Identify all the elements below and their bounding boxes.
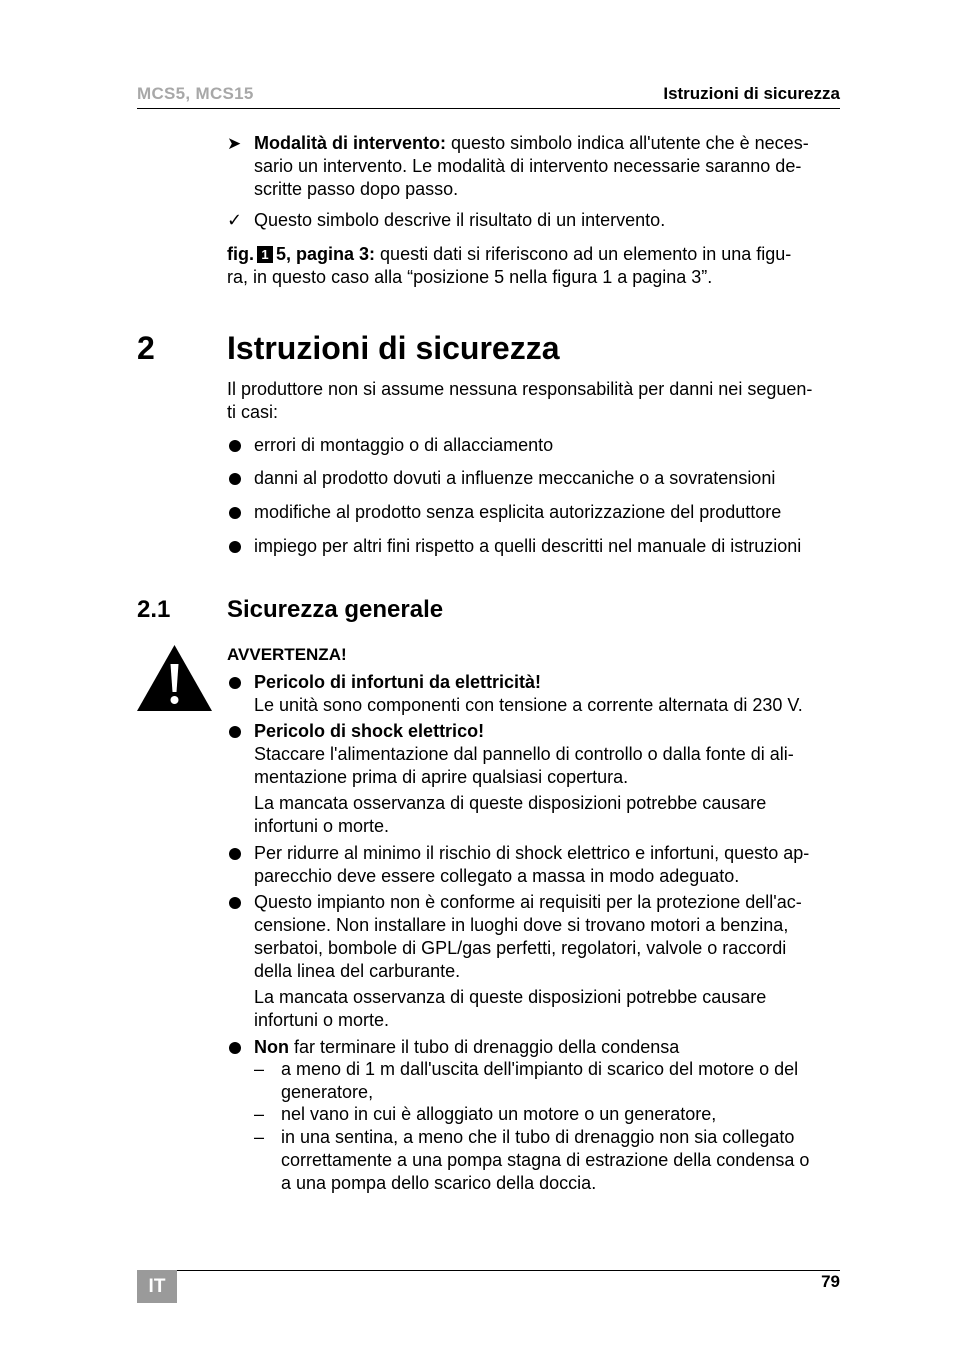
- list-item: impiego per altri fini rispetto a quelli descritti nel manuale di istruzioni: [254, 536, 802, 556]
- sub-list-text: a una pompa dello scarico della doccia.: [281, 1173, 597, 1193]
- action-text-line: scritte passo dopo passo.: [254, 179, 459, 199]
- bullet-icon: [229, 677, 241, 689]
- sub-list-text: generatore,: [281, 1082, 374, 1102]
- page-number: 79: [821, 1272, 840, 1291]
- sub-list-text: in una sentina, a meno che il tubo di drenaggio non sia collegato: [281, 1127, 795, 1147]
- subsection-title: Sicurezza generale: [227, 596, 444, 623]
- action-text-line: sario un intervento. Le modalità di intervento necessarie saranno de-: [254, 156, 802, 176]
- bullet-icon: [229, 440, 241, 452]
- warning-note: [254, 986, 842, 1032]
- intro-line: ti casi:: [227, 402, 279, 422]
- warning-item-text: mentazione prima di aprire qualsiasi copertura.: [254, 767, 629, 787]
- section-intro: [227, 378, 841, 424]
- warning-item-emphasis: Non: [254, 1037, 289, 1057]
- bullet-icon: [229, 1042, 241, 1054]
- action-text-line: questo simbolo indica all'utente che è neces-: [451, 133, 809, 153]
- warning-note-line: infortuni o morte.: [254, 816, 390, 836]
- check-icon: ✓: [227, 210, 243, 230]
- section-number: 2: [137, 330, 155, 366]
- bullet-icon: [229, 473, 241, 485]
- fig-text-line: questi dati si riferiscono ad un elemento in una figu-: [380, 244, 792, 264]
- warning-item-text: Questo impianto non è conforme ai requisiti per la protezione dell'ac-: [254, 892, 802, 912]
- warning-title: AVVERTENZA!: [227, 645, 347, 664]
- warning-item-title: Pericolo di infortuni da elettricità!: [254, 672, 542, 692]
- action-arrow-icon: ➤: [227, 134, 242, 153]
- sub-list-text: a meno di 1 m dall'uscita dell'impianto di scarico del motore o del: [281, 1059, 799, 1079]
- figure-number-box: 1: [257, 246, 273, 263]
- bullet-icon: [229, 541, 241, 553]
- warning-item-text: Le unità sono componenti con tensione a corrente alternata di 230 V.: [254, 695, 803, 715]
- language-badge: IT: [137, 1270, 177, 1303]
- warning-item: [254, 891, 842, 983]
- figure-reference-paragraph: [227, 243, 841, 289]
- warning-item: [254, 1036, 842, 1059]
- sub-list-item: nel vano in cui è alloggiato un motore o un generatore,: [281, 1104, 717, 1124]
- sub-list-item: [281, 1058, 841, 1104]
- bullet-icon: [229, 848, 241, 860]
- warning-note-line: La mancata osservanza di queste disposizioni potrebbe causare: [254, 987, 767, 1007]
- warning-note-line: infortuni o morte.: [254, 1010, 390, 1030]
- warning-item: [254, 720, 842, 789]
- warning-item-text: serbatoi, bombole di GPL/gas perfetti, regolatori, valvole o raccordi: [254, 938, 787, 958]
- warning-item-text: far terminare il tubo di drenaggio della condensa: [289, 1037, 680, 1057]
- dash-marker: –: [254, 1059, 265, 1079]
- fig-prefix: fig.: [227, 244, 254, 264]
- fig-text-line: ra, in questo caso alla “posizione 5 nella figura 1 a pagina 3”.: [227, 267, 713, 287]
- warning-item-title: Pericolo di shock elettrico!: [254, 721, 485, 741]
- dash-marker: –: [254, 1104, 265, 1124]
- dash-marker: –: [254, 1127, 265, 1147]
- header-rule: [137, 108, 840, 109]
- warning-triangle-icon: [136, 644, 213, 712]
- warning-item-text: Staccare l'alimentazione dal pannello di controllo o dalla fonte di ali-: [254, 744, 794, 764]
- check-text: Questo simbolo descrive il risultato di un intervento.: [254, 210, 666, 230]
- subsection-number: 2.1: [137, 596, 171, 623]
- fig-ref: 5, pagina 3:: [276, 244, 376, 264]
- list-item: danni al prodotto dovuti a influenze meccaniche o a sovratensioni: [254, 468, 776, 488]
- warning-note-line: La mancata osservanza di queste disposizioni potrebbe causare: [254, 793, 767, 813]
- warning-item-text: della linea del carburante.: [254, 961, 461, 981]
- warning-item-text: parecchio deve essere collegato a massa in modo adeguato.: [254, 866, 740, 886]
- warning-item-text: censione. Non installare in luoghi dove si trovano motori a benzina,: [254, 915, 789, 935]
- warning-note: [254, 792, 842, 838]
- sub-list-item: [281, 1126, 841, 1195]
- list-item: modifiche al prodotto senza esplicita autorizzazione del produttore: [254, 502, 782, 522]
- warning-item: [254, 842, 842, 888]
- bullet-icon: [229, 507, 241, 519]
- sub-list-text: correttamente a una pompa stagna di estrazione della condensa o: [281, 1150, 810, 1170]
- action-label: Modalità di intervento:: [254, 133, 447, 153]
- section-title: Istruzioni di sicurezza: [227, 330, 560, 366]
- list-item: errori di montaggio o di allacciamento: [254, 435, 554, 455]
- warning-item-text: Per ridurre al minimo il rischio di shock elettrico e infortuni, questo ap-: [254, 843, 810, 863]
- intro-line: Il produttore non si assume nessuna responsabilità per danni nei seguen-: [227, 379, 813, 399]
- header-section-title: Istruzioni di sicurezza: [663, 84, 840, 103]
- footer-rule: [137, 1270, 840, 1271]
- warning-item: [254, 671, 842, 717]
- bullet-icon: [229, 726, 241, 738]
- bullet-icon: [229, 897, 241, 909]
- header-model: MCS5, MCS15: [137, 84, 254, 103]
- action-paragraph: [254, 132, 842, 201]
